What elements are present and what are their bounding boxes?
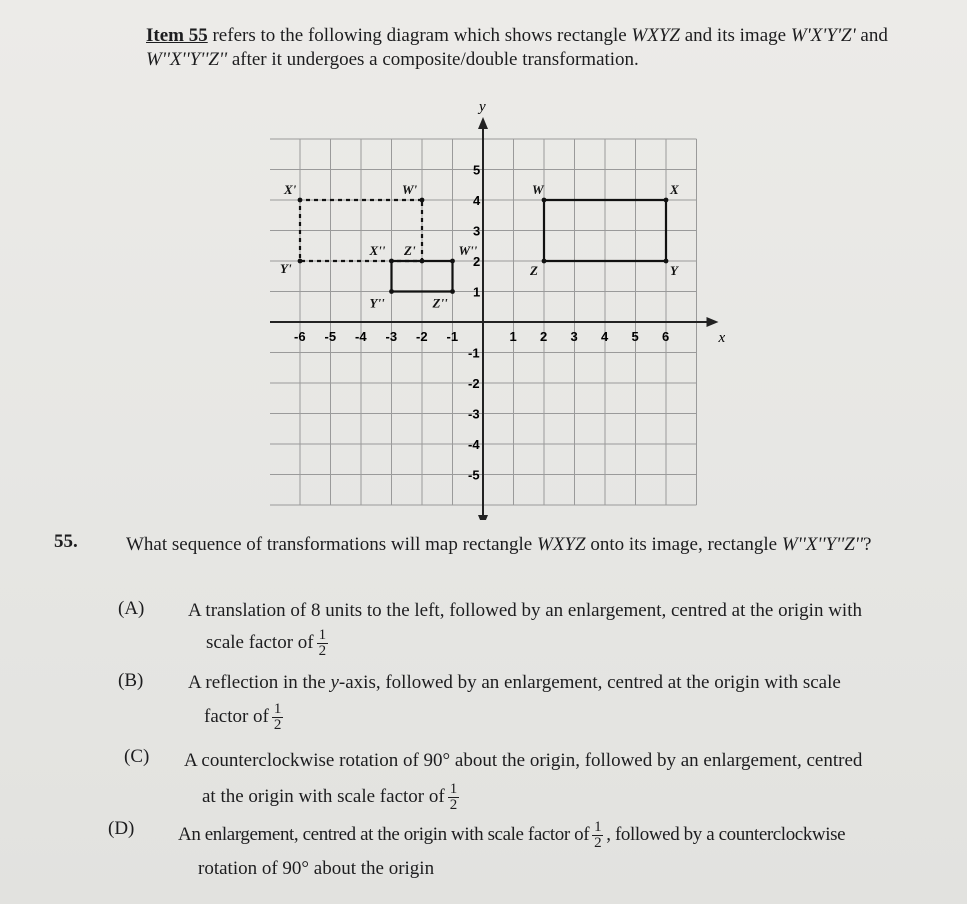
vertex-point: [542, 259, 547, 264]
option-b-line1[interactable]: A reflection in the y-axis, followed by an enlargement, centred at the origin with scale: [188, 672, 841, 693]
y-axis-label: y: [479, 100, 486, 115]
vertex-label: X: [670, 182, 679, 197]
vertex-point: [542, 198, 547, 203]
y-tick-label: -3: [468, 406, 480, 422]
option-b-line2[interactable]: factor of $\frac{1}{2}$: [204, 701, 282, 733]
y-axis-arrow-up: [478, 117, 488, 129]
x-tick-label: 2: [540, 329, 548, 344]
vertex-point: [389, 259, 394, 264]
vertex-label: W'': [458, 243, 478, 258]
option-b-letter[interactable]: (B): [118, 670, 144, 691]
vertex-label: Y': [280, 261, 292, 276]
option-a-line2[interactable]: scale factor of $\frac{1}{2}$: [206, 627, 327, 659]
x-tick-label: -3: [385, 329, 398, 344]
y-tick-label: -1: [468, 345, 480, 361]
fraction-one-half: $\frac{1}{2}$: [449, 781, 458, 813]
x-tick-label: -2: [416, 329, 428, 344]
vertex-point: [389, 289, 394, 294]
vertex-point: [664, 198, 669, 203]
x-tick-label: -6: [294, 329, 306, 344]
vertex-point: [420, 198, 425, 203]
vertex-point: [664, 259, 669, 264]
coordinate-grid-diagram: [270, 100, 740, 520]
vertex-label: Y'': [369, 295, 385, 311]
fraction-one-half: $\frac{1}{2}$: [318, 627, 327, 659]
option-c-line2[interactable]: at the origin with scale factor of $\frac{1}{2}$: [202, 781, 458, 813]
y-tick-label: 5: [473, 162, 481, 178]
item-reference: Item 55: [146, 25, 208, 46]
x-tick-label: -4: [355, 329, 367, 344]
x-tick-label: -1: [446, 329, 459, 344]
option-a-letter[interactable]: (A): [118, 598, 145, 619]
vertex-label: W: [532, 182, 544, 197]
x-tick-label: 3: [570, 329, 578, 344]
vertex-point: [298, 198, 303, 203]
vertex-label: W': [402, 182, 418, 197]
vertex-label: Z': [404, 243, 416, 258]
x-tick-label: 1: [509, 329, 517, 344]
y-tick-label: 1: [473, 284, 481, 300]
y-tick-label: -4: [468, 437, 480, 452]
option-a-line1[interactable]: A translation of 8 units to the left, followed by an enlargement, centred at the origin with: [188, 600, 862, 621]
y-tick-label: -5: [468, 467, 480, 483]
item-intro: Item 55 refers to the following diagram which shows rectangle WXYZ and its image W'X'Y'Z' and W''X''Y''Z'' after it undergoes a composite/double transformation.: [146, 25, 888, 70]
option-c-line1[interactable]: A counterclockwise rotation of 90° about the origin, followed by an enlargement, centred: [184, 750, 863, 771]
y-tick-label: 2: [473, 254, 481, 269]
y-tick-label: 4: [473, 193, 481, 208]
x-tick-label: 5: [631, 329, 639, 344]
vertex-label: X': [284, 182, 297, 197]
question-number: 55.: [54, 531, 78, 552]
x-axis-label: x: [718, 330, 726, 346]
x-axis-arrow-right: [707, 317, 719, 327]
option-d-line2[interactable]: rotation of 90° about the origin: [198, 858, 435, 879]
vertex-label: X'': [369, 243, 386, 258]
x-tick-label: 4: [601, 329, 609, 344]
vertex-label: Z'': [432, 295, 448, 311]
y-axis-arrow-down: [478, 515, 488, 520]
vertex-label: Z: [530, 263, 538, 278]
option-d-letter[interactable]: (D): [108, 818, 135, 839]
vertex-point: [450, 259, 455, 264]
option-d-line1[interactable]: An enlargement, centred at the origin with scale factor of $\frac{1}{2}$ , followed by a counterclockwise: [178, 819, 846, 851]
vertex-point: [450, 289, 455, 294]
y-tick-label: 3: [473, 223, 481, 239]
question-text: What sequence of transformations will map rectangle WXYZ onto its image, rectangle W''X''Y''Z''?: [126, 534, 872, 555]
option-c-letter[interactable]: (C): [124, 746, 150, 767]
x-tick-label: -5: [324, 329, 337, 344]
x-tick-label: 6: [662, 329, 670, 344]
vertex-point: [298, 259, 303, 264]
vertex-label: Y: [670, 263, 678, 278]
fraction-one-half: $\frac{1}{2}$: [273, 701, 282, 733]
fraction-one-half: $\frac{1}{2}$: [594, 819, 602, 851]
y-tick-label: -2: [468, 376, 480, 391]
